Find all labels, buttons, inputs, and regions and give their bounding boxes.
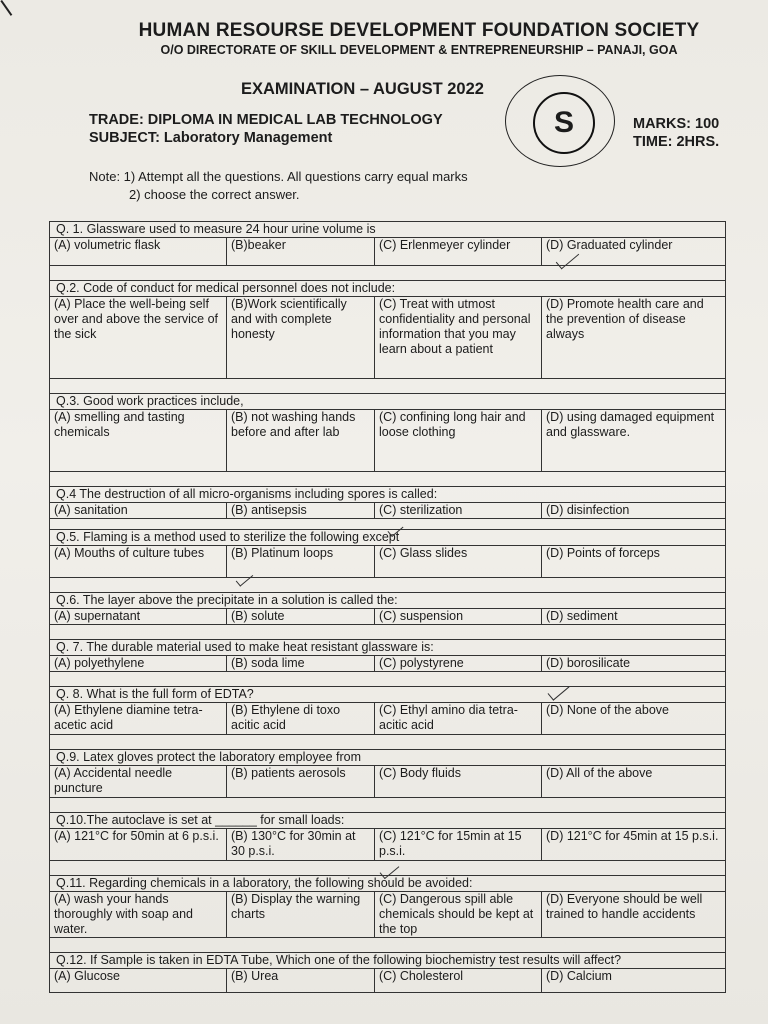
options-row <box>50 297 726 379</box>
option-b: (B) Ethylene di toxo acitic acid <box>227 703 375 735</box>
questions-table <box>49 221 726 993</box>
org-subtitle: O/O DIRECTORATE OF SKILL DEVELOPMENT & ENTREPRENEURSHIP – PANAJI, GOA <box>160 43 678 57</box>
option-c: (C) Glass slides <box>375 546 542 578</box>
option-c: (C) suspension <box>375 609 542 625</box>
option-d: (D) All of the above <box>542 766 726 798</box>
option-a: (A) 121°C for 50min at 6 p.s.i. <box>50 829 227 861</box>
option-d: (D) Promote health care and the prevention of disease always <box>542 297 726 379</box>
option-c: (C) polystyrene <box>375 656 542 672</box>
question-text: Q.11. Regarding chemicals in a laboratory, the following should be avoided: <box>50 876 726 892</box>
header <box>0 0 768 57</box>
option-d: (D) disinfection <box>542 503 726 519</box>
options-row <box>50 609 726 625</box>
options-row <box>50 238 726 266</box>
row-gap <box>50 672 726 687</box>
question-text: Q. 7. The durable material used to make heat resistant glassware is: <box>50 640 726 656</box>
row-gap <box>50 798 726 813</box>
question-row <box>50 222 726 238</box>
option-d: (D) Calcium <box>542 969 726 993</box>
option-b: (B)beaker <box>227 238 375 266</box>
options-row <box>50 410 726 472</box>
option-b: (B) solute <box>227 609 375 625</box>
option-b: (B)Work scientifically and with complete honesty <box>227 297 375 379</box>
option-d: (D) Everyone should be well trained to handle accidents <box>542 892 726 938</box>
question-text: Q. 8. What is the full form of EDTA? <box>50 687 726 703</box>
question-row <box>50 394 726 410</box>
time-line: TIME: 2HRS. <box>633 134 720 150</box>
option-c: (C) Cholesterol <box>375 969 542 993</box>
option-d: (D) Graduated cylinder <box>542 238 726 266</box>
option-c: (C) Ethyl amino dia tetra-acitic acid <box>375 703 542 735</box>
question-text: Q.6. The layer above the precipitate in a solution is called the: <box>50 593 726 609</box>
org-title: HUMAN RESOURSE DEVELOPMENT FOUNDATION SOCIETY <box>138 20 700 41</box>
question-row <box>50 750 726 766</box>
question-text: Q.9. Latex gloves protect the laboratory employee from <box>50 750 726 766</box>
row-gap <box>50 266 726 281</box>
options-row <box>50 656 726 672</box>
option-d: (D) sediment <box>542 609 726 625</box>
question-row <box>50 687 726 703</box>
option-b: (B) patients aerosols <box>227 766 375 798</box>
row-gap <box>50 578 726 593</box>
row-gap <box>50 938 726 953</box>
option-a: (A) Glucose <box>50 969 227 993</box>
question-text: Q.4 The destruction of all micro-organisms including spores is called: <box>50 487 726 503</box>
option-a: (A) Accidental needle puncture <box>50 766 227 798</box>
option-c: (C) Erlenmeyer cylinder <box>375 238 542 266</box>
option-a: (A) sanitation <box>50 503 227 519</box>
option-a: (A) supernatant <box>50 609 227 625</box>
question-row <box>50 813 726 829</box>
option-d: (D) borosilicate <box>542 656 726 672</box>
exam-title: EXAMINATION – AUGUST 2022 <box>241 80 484 98</box>
note-line-2: 2) choose the correct answer. <box>129 187 300 202</box>
subject-line: SUBJECT: Laboratory Management <box>89 130 333 146</box>
option-a: (A) wash your hands thoroughly with soap and water. <box>50 892 227 938</box>
option-a: (A) Mouths of culture tubes <box>50 546 227 578</box>
option-c: (C) Body fluids <box>375 766 542 798</box>
question-row <box>50 593 726 609</box>
note-line-1: Note: 1) Attempt all the questions. All questions carry equal marks <box>89 169 468 184</box>
question-text: Q.12. If Sample is taken in EDTA Tube, Which one of the following biochemistry test results will affect? <box>50 953 726 969</box>
question-row <box>50 953 726 969</box>
options-row <box>50 829 726 861</box>
option-b: (B) not washing hands before and after lab <box>227 410 375 472</box>
set-stamp: S <box>533 92 595 154</box>
option-c: (C) confining long hair and loose clothing <box>375 410 542 472</box>
option-b: (B) antisepsis <box>227 503 375 519</box>
option-a: (A) Place the well-being self over and above the service of the sick <box>50 297 227 379</box>
row-gap <box>50 735 726 750</box>
option-a: (A) volumetric flask <box>50 238 227 266</box>
option-d: (D) Points of forceps <box>542 546 726 578</box>
question-text: Q.5. Flaming is a method used to sterilize the following except <box>50 530 726 546</box>
options-row <box>50 703 726 735</box>
option-a: (A) smelling and tasting chemicals <box>50 410 227 472</box>
option-b: (B) soda lime <box>227 656 375 672</box>
option-b: (B) Platinum loops <box>227 546 375 578</box>
row-gap <box>50 519 726 530</box>
option-d: (D) None of the above <box>542 703 726 735</box>
option-b: (B) 130°C for 30min at 30 p.s.i. <box>227 829 375 861</box>
question-row <box>50 281 726 297</box>
option-a: (A) polyethylene <box>50 656 227 672</box>
option-c: (C) Treat with utmost confidentiality and personal information that you may learn about a patient <box>375 297 542 379</box>
question-row <box>50 876 726 892</box>
option-b: (B) Urea <box>227 969 375 993</box>
options-row <box>50 969 726 993</box>
question-text: Q. 1. Glassware used to measure 24 hour urine volume is <box>50 222 726 238</box>
option-c: (C) Dangerous spill able chemicals should be kept at the top <box>375 892 542 938</box>
question-row <box>50 487 726 503</box>
options-row <box>50 766 726 798</box>
row-gap <box>50 472 726 487</box>
question-row <box>50 640 726 656</box>
options-row <box>50 892 726 938</box>
option-d: (D) using damaged equipment and glassware. <box>542 410 726 472</box>
question-text: Q.2. Code of conduct for medical personnel does not include: <box>50 281 726 297</box>
marks-line: MARKS: 100 <box>633 116 720 132</box>
options-row <box>50 546 726 578</box>
option-c: (C) 121°C for 15min at 15 p.s.i. <box>375 829 542 861</box>
option-c: (C) sterilization <box>375 503 542 519</box>
row-gap <box>50 379 726 394</box>
trade-line: TRADE: DIPLOMA IN MEDICAL LAB TECHNOLOGY <box>89 112 443 128</box>
option-b: (B) Display the warning charts <box>227 892 375 938</box>
option-d: (D) 121°C for 45min at 15 p.s.i. <box>542 829 726 861</box>
row-gap <box>50 625 726 640</box>
question-text: Q.10.The autoclave is set at ______ for small loads: <box>50 813 726 829</box>
option-a: (A) Ethylene diamine tetra-acetic acid <box>50 703 227 735</box>
options-row <box>50 503 726 519</box>
question-text: Q.3. Good work practices include, <box>50 394 726 410</box>
